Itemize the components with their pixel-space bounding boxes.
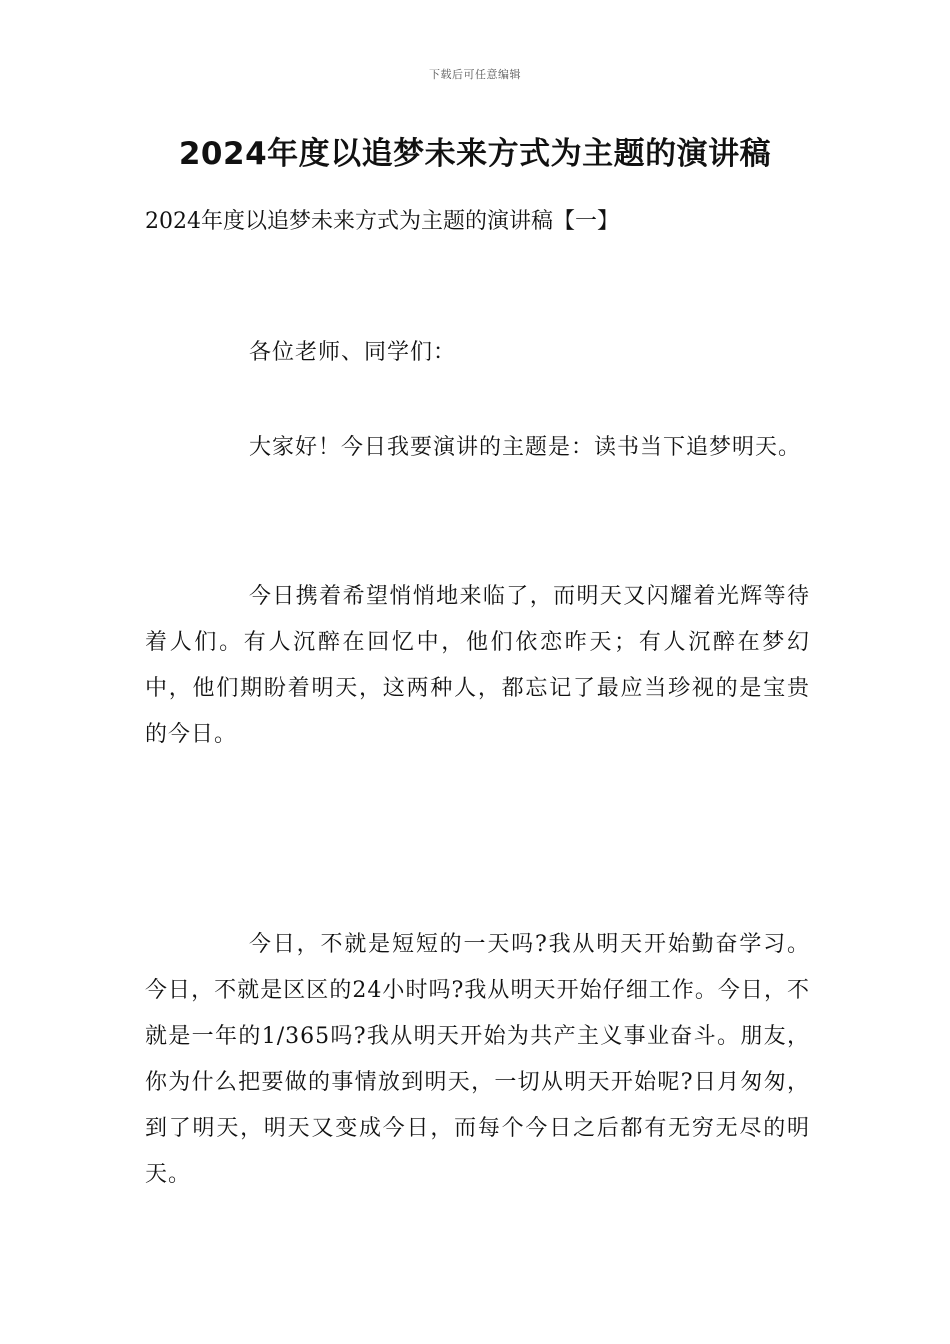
paragraph-3: 今日，不就是短短的一天吗?我从明天开始勤奋学习。今日，不就是区区的24小时吗?我从明天开始仔细工作。今日，不就是一年的1/365吗?我从明天开始为共产主义事业奋斗。朋友，你为什么把要做的事情放到明天，一切从明天开始呢?日月匆匆，到了明天，明天又变成今日，而每个今日之后都有无穷无尽的明天。 (145, 932, 810, 1187)
paragraph-2: 今日携着希望悄悄地来临了，而明天又闪耀着光辉等待着人们。有人沉醉在回忆中，他们依恋昨天；有人沉醉在梦幻中，他们期盼着明天，这两种人，都忘记了最应当珍视的是宝贵的今日。 (145, 584, 810, 747)
section-subtitle: 2024年度以追梦未来方式为主题的演讲稿【一】 (145, 209, 619, 234)
paragraph-1: 大家好！今日我要演讲的主题是：读书当下追梦明天。 (249, 435, 802, 460)
header-note: 下载后可任意编辑 (429, 68, 521, 81)
greeting-line: 各位老师、同学们： (249, 340, 457, 365)
document-title: 2024年度以追梦未来方式为主题的演讲稿 (178, 136, 772, 172)
